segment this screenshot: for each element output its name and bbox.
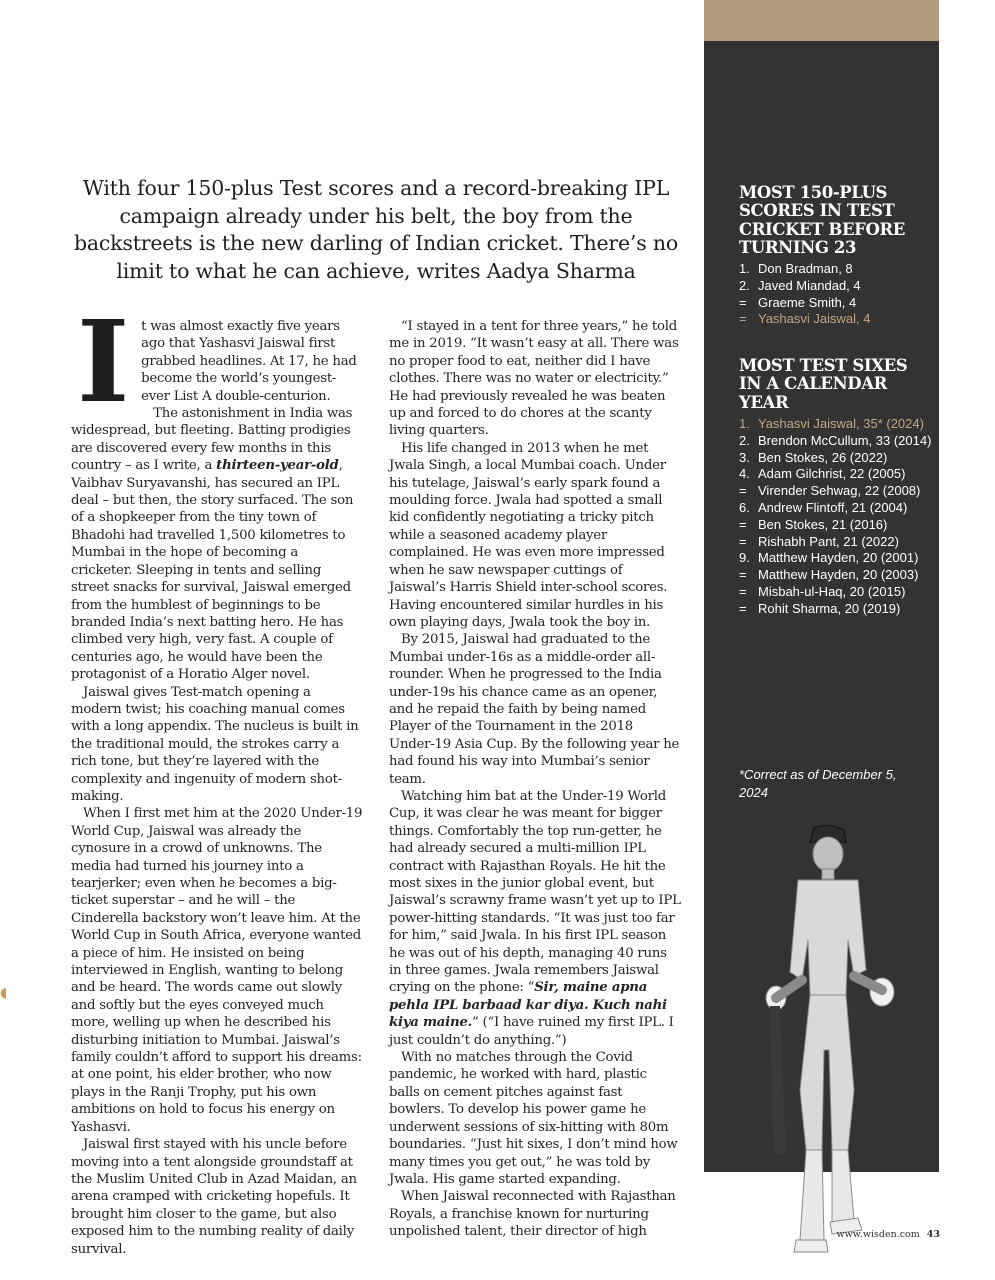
paragraph-text: , Vaibhav Suryavanshi, has secured an IPL deal – but then, the story surfaced. The son of a shopkeeper from the tiny town of Bhadohi had travelled 1,500 kilometres to Mumbai in the hope of becoming a cricketer. Sleeping in tents and selling street snacks for survival, Jaiswal emerged from the humblest of beginnings to be branded India’s next batting hero. He has climbed very high, very fast. A couple of centuries ago, he would have been the protagonist of a Horatio Alger novel. (71, 458, 354, 683)
list-rank: 2. (739, 432, 750, 448)
list-text: Graeme Smith, 4 (758, 294, 857, 310)
list-rank: = (739, 483, 747, 499)
list-text: Virender Sehwag, 22 (2008) (758, 483, 921, 499)
list-text: Adam Gilchrist, 22 (2005) (758, 466, 906, 482)
list-item (739, 450, 934, 467)
paragraph: With no matches through the Covid pandemic, he worked with hard, plastic balls on cement pitches against fast bowlers. To develop his power game he underwent sessions of six-hitting with 80m boundaries. “Just hit sixes, I don’t mind how many times you get out,” he was told by Jwala. His game started expanding. (389, 1050, 678, 1187)
paragraph (389, 788, 681, 1049)
list-item (739, 295, 934, 312)
footer-url: www.wisden.com (836, 1229, 920, 1240)
paragraph-text: t was almost exactly five years ago that Yashasvi Jaiswal first grabbed headlines. At 17, he had become the world’s youngest-ever List A double-centurion. (141, 319, 357, 404)
article-column-2 (389, 318, 681, 1241)
paragraph: When I first met him at the 2020 Under-19 World Cup, Jaiswal was already the cynosure in a crowd of unknowns. The media had turned his journey into a tearjerker; even when he becomes a big-ticket superstar – and he will – the Cinderella backstory won’t leave him. At the World Cup in South Africa, everyone wanted a piece of him. He insisted on being interviewed in English, wanting to belong and be heard. The words came out slowly and softly but the eyes conveyed much more, welling up when he described his disturbing initiation to Mumbai. Jaiswal’s family couldn’t afford to support his dreams: at one point, his elder brother, who now plays in the Ranji Trophy, put his own ambitions on hold to focus his energy on Yashasvi. (71, 806, 363, 1135)
list-rank: 3. (739, 449, 750, 465)
list-item (739, 500, 934, 517)
list-text: Yashasvi Jaiswal, 4 (758, 311, 871, 327)
paragraph-text: The astonishment in India was widespread, but fleeting. Batting prodigies are discovered every few months in this country – as I write, a (71, 406, 353, 474)
list-rank: 1. (739, 416, 750, 431)
paragraph: Jaiswal gives Test-match opening a modern twist; his coaching manual comes with a long appendix. The nucleus is built in the traditional mould, the strokes carry a rich tone, but they’re layered with the complexity and ingenuity of modern shot-making. (71, 684, 359, 804)
list-text: Javed Miandad, 4 (758, 277, 861, 293)
paragraph: Jaiswal first stayed with his uncle before moving into a tent alongside groundstaff at the Muslim United Club in Azad Maidan, an arena cramped with cricketing hopefuls. It brought him closer to the game, but also exposed him to the numbing reality of daily survival. (71, 1137, 357, 1257)
cricketer-photo (736, 820, 916, 1280)
list-text: Yashasvi Jaiswal, 35* (2024) (758, 416, 924, 431)
list-rank: = (739, 294, 747, 310)
decorative-mark: ◖ (0, 985, 8, 1001)
paragraph-text: ” (“I have ruined my first IPL. I just couldn’t do anything.”) (389, 1015, 674, 1048)
list-item (739, 517, 934, 534)
drop-cap: I (77, 297, 130, 428)
list-text: Rishabh Pant, 21 (2022) (758, 533, 899, 549)
list-rank: 1. (739, 261, 750, 276)
list-text: Ben Stokes, 26 (2022) (758, 449, 888, 465)
list-item (739, 278, 934, 295)
list-rank: = (739, 583, 747, 599)
sidebar-list-150-scores (739, 261, 934, 328)
list-item-highlighted (739, 311, 934, 328)
list-text: Matthew Hayden, 20 (2001) (758, 550, 919, 566)
paragraph: By 2015, Jaiswal had graduated to the Mumbai under-16s as a middle-order all-rounder. When he progressed to the India under-19s his chance came as an opener, and he repaid the faith by being named Player of the Tournament in the 2018 Under-19 Asia Cup. By the following year he had found his way into Mumbai’s senior team. (389, 632, 680, 787)
list-item (739, 483, 934, 500)
list-rank: 9. (739, 550, 750, 566)
sidebar-list-test-sixes (739, 416, 934, 618)
list-rank: = (739, 516, 747, 532)
list-text: Misbah-ul-Haq, 20 (2015) (758, 583, 906, 599)
paragraph (71, 297, 363, 428)
list-rank: 2. (739, 277, 750, 293)
paragraph: When Jaiswal reconnected with Rajasthan Royals, a franchise known for nurturing unpolished talent, their director of high (389, 1189, 676, 1240)
list-item (739, 584, 934, 601)
list-text: Ben Stokes, 21 (2016) (758, 516, 888, 532)
list-text: Matthew Hayden, 20 (2003) (758, 567, 919, 583)
list-text: Andrew Flintoff, 21 (2004) (758, 499, 908, 515)
list-item (739, 567, 934, 584)
paragraph-text: Watching him bat at the Under-19 World Cup, it was clear he was meant for bigger things. Comfortably the top run-getter, he had already secured a multi-million IPL contract with Rajasthan Royals. He hit the most sixes in the junior global event, but Jaiswal’s scrawny frame wasn’t yet up to IPL power-hitting standards. “It was just too far for him,” said Jwala. In his first IPL season he was out of his depth, managing 40 runs in three games. Jwala remembers Jaiswal crying on the phone: “ (389, 788, 681, 996)
list-item-highlighted (739, 416, 934, 433)
paragraph: His life changed in 2013 when he met Jwala Singh, a local Mumbai coach. Under his tutelage, Jaiswal’s early spark found a moulding force. Jwala had spotted a small kid confidently negotiating a tricky pitch while a seasoned academy player complained. He was even more impressed when he saw newspaper cuttings of Jaiswal’s Harris Shield inter-school scores. Having encountered similar hurdles in his own playing days, Jwala took the boy in. (389, 440, 668, 630)
list-item (739, 466, 934, 483)
list-rank: 6. (739, 499, 750, 515)
page-footer (830, 1229, 940, 1240)
list-item (739, 433, 934, 450)
list-rank: = (739, 600, 747, 616)
list-item (739, 550, 934, 567)
page-number: 43 (926, 1229, 940, 1240)
emphasis: thirteen-year-old (216, 458, 339, 474)
list-text: Rohit Sharma, 20 (2019) (758, 600, 901, 616)
list-rank: = (739, 567, 747, 583)
list-item (739, 601, 934, 618)
standfirst: With four 150-plus Test scores and a record-breaking IPL campaign already under his belt, the boy from the backstreets is the new darling of Indian cricket. There’s no limit to what he can achieve, writes Aadya Sharma (73, 176, 679, 283)
emphasis: Sir, maine apna pehla IPL barbaad kar diya. Kuch nahi kiya maine. (389, 980, 667, 1031)
list-rank: = (739, 311, 747, 327)
list-text: Brendon McCullum, 33 (2014) (758, 432, 932, 448)
article-column-1 (71, 297, 363, 1258)
sidebar-accent-band (704, 0, 939, 41)
sidebar-list-title: MOST TEST SIXES IN A CALENDAR YEAR (739, 356, 908, 412)
list-rank: = (739, 533, 747, 549)
sidebar-footnote: *Correct as of December 5, 2024 (739, 767, 897, 800)
sidebar-list-title: MOST 150-PLUS SCORES IN TEST CRICKET BEFORE TURNING 23 (739, 183, 905, 257)
paragraph: “I stayed in a tent for three years,” he told me in 2019. “It wasn’t easy at all. There was no proper food to eat, neither did I have clothes. There was no water or electricity.” He had previously revealed he was beaten up and forced to do chores at the scanty living quarters. (389, 319, 679, 439)
list-item (739, 261, 934, 278)
list-text: Don Bradman, 8 (758, 261, 853, 276)
list-rank: 4. (739, 466, 750, 482)
paragraph (71, 405, 363, 684)
list-item (739, 534, 934, 551)
